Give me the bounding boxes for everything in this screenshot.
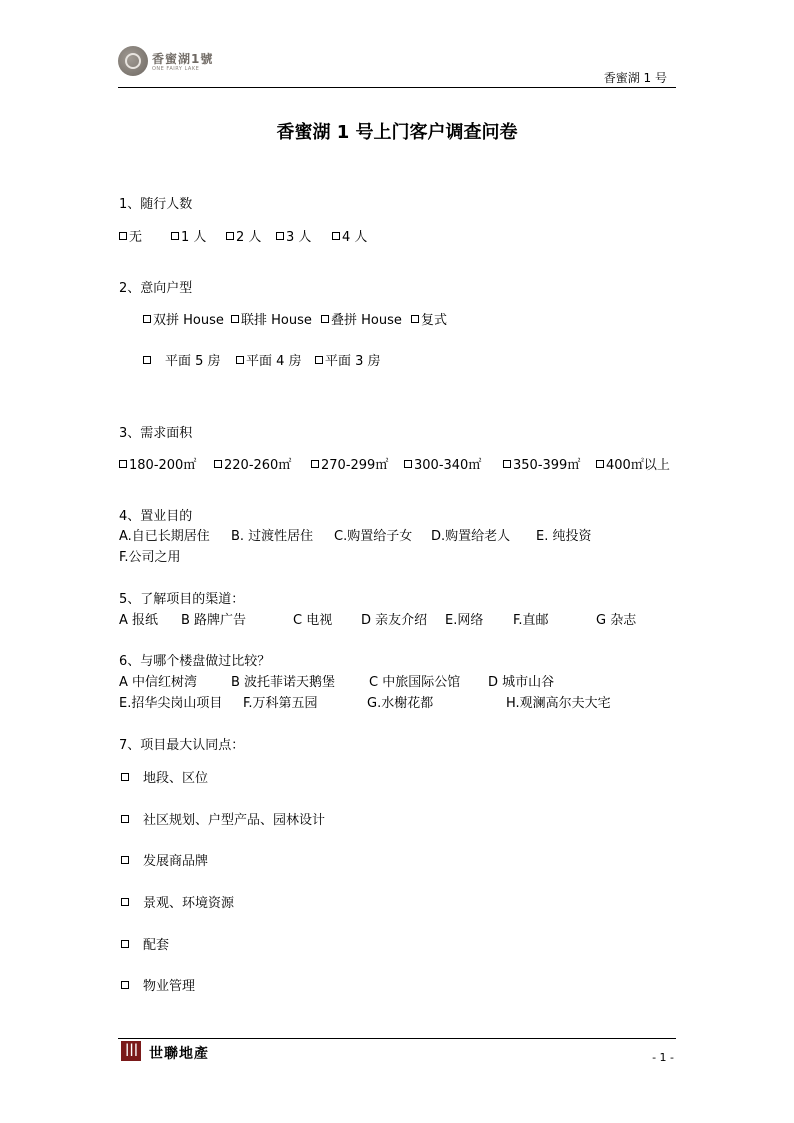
- q5-option[interactable]: B 路牌广告: [181, 613, 247, 628]
- q5-option[interactable]: E.网络: [445, 613, 484, 628]
- checkbox-icon[interactable]: [121, 940, 129, 948]
- checkbox-icon[interactable]: [119, 460, 127, 468]
- checkbox-icon[interactable]: [171, 232, 179, 240]
- checkbox-icon[interactable]: [596, 460, 604, 468]
- logo-text: 香蜜湖1號: [152, 52, 214, 66]
- q3-option[interactable]: 270-299㎡: [311, 454, 388, 473]
- page-number: - 1 -: [652, 1051, 674, 1064]
- q2-option[interactable]: 平面 3 房: [315, 350, 381, 369]
- footer-divider: [118, 1038, 676, 1039]
- q7-option[interactable]: 配套: [121, 934, 169, 953]
- q5-option[interactable]: F.直邮: [513, 613, 549, 628]
- q7-option[interactable]: 景观、环境资源: [121, 892, 234, 911]
- checkbox-icon[interactable]: [411, 315, 419, 323]
- header-divider: [118, 87, 676, 88]
- q5-option[interactable]: G 杂志: [596, 613, 637, 628]
- q6-option[interactable]: G.水榭花都: [367, 696, 434, 711]
- question-1-label: 1、随行人数: [119, 197, 193, 212]
- q7-option[interactable]: 物业管理: [121, 975, 195, 994]
- question-4-label: 4、置业目的: [119, 509, 193, 524]
- question-6-label: 6、与哪个楼盘做过比较？: [119, 654, 271, 669]
- question-2-label: 2、意向户型: [119, 281, 193, 296]
- q2-option[interactable]: 叠拼 House: [321, 309, 402, 328]
- question-7-label: 7、项目最大认同点：: [119, 738, 245, 753]
- q7-option[interactable]: 社区规划、户型产品、园林设计: [121, 809, 325, 828]
- project-logo: [118, 44, 214, 84]
- logo-emblem-icon: [118, 46, 148, 76]
- q3-option[interactable]: 300-340㎡: [404, 454, 481, 473]
- q6-option[interactable]: C 中旅国际公馆: [369, 675, 461, 690]
- q6-option[interactable]: H.观澜高尔夫大宅: [506, 696, 611, 711]
- q5-option[interactable]: D 亲友介绍: [361, 613, 428, 628]
- q5-option[interactable]: C 电视: [293, 613, 333, 628]
- checkbox-icon[interactable]: [321, 315, 329, 323]
- checkbox-icon[interactable]: [276, 232, 284, 240]
- q3-option[interactable]: 400㎡以上: [596, 454, 670, 473]
- q4-option[interactable]: A.自已长期居住: [119, 529, 210, 544]
- q3-option[interactable]: 180-200㎡: [119, 454, 196, 473]
- checkbox-icon[interactable]: [121, 898, 129, 906]
- q4-option[interactable]: F.公司之用: [119, 550, 181, 565]
- question-5-label: 5、了解项目的渠道：: [119, 592, 245, 607]
- q1-option[interactable]: 无: [119, 226, 142, 245]
- header-title: 香蜜湖 1 号: [603, 71, 667, 85]
- logo-subtext: ONE FAIRY LAKE: [152, 66, 200, 72]
- q6-option[interactable]: A 中信红树湾: [119, 675, 198, 690]
- checkbox-icon[interactable]: [143, 315, 151, 323]
- checkbox-icon[interactable]: [231, 315, 239, 323]
- q2-option[interactable]: 平面 4 房: [236, 350, 302, 369]
- checkbox-icon[interactable]: [332, 232, 340, 240]
- checkbox-icon[interactable]: [121, 981, 129, 989]
- company-name: 世聯地產: [149, 1046, 209, 1062]
- checkbox-icon[interactable]: [121, 815, 129, 823]
- question-3-label: 3、需求面积: [119, 426, 193, 441]
- checkbox-icon[interactable]: [311, 460, 319, 468]
- q2-option[interactable]: 双拼 House: [143, 309, 224, 328]
- q4-option[interactable]: B. 过渡性居住: [231, 529, 314, 544]
- q2-option[interactable]: 复式: [411, 309, 447, 328]
- q4-option[interactable]: E. 纯投资: [536, 529, 592, 544]
- q6-option[interactable]: D 城市山谷: [488, 675, 555, 690]
- company-logo-icon: [121, 1041, 141, 1061]
- q5-option[interactable]: A 报纸: [119, 613, 159, 628]
- checkbox-icon[interactable]: [119, 232, 127, 240]
- checkbox-icon[interactable]: [404, 460, 412, 468]
- q4-option[interactable]: C.购置给子女: [334, 529, 413, 544]
- q7-option[interactable]: 发展商品牌: [121, 850, 208, 869]
- q4-option[interactable]: D.购置给老人: [431, 529, 511, 544]
- q6-option[interactable]: E.招华尖岗山项目: [119, 696, 223, 711]
- checkbox-icon[interactable]: [236, 356, 244, 364]
- checkbox-icon[interactable]: [143, 356, 151, 364]
- checkbox-icon[interactable]: [121, 856, 129, 864]
- q2-option[interactable]: 联排 House: [231, 309, 312, 328]
- q7-option[interactable]: 地段、区位: [121, 767, 208, 786]
- q6-option[interactable]: F.万科第五园: [243, 696, 318, 711]
- checkbox-icon[interactable]: [503, 460, 511, 468]
- q2-option[interactable]: 平面 5 房: [143, 350, 221, 369]
- checkbox-icon[interactable]: [226, 232, 234, 240]
- q6-option[interactable]: B 波托菲诺天鹅堡: [231, 675, 336, 690]
- checkbox-icon[interactable]: [121, 773, 129, 781]
- q1-option[interactable]: 4 人: [332, 226, 367, 245]
- q1-option[interactable]: 1 人: [171, 226, 206, 245]
- q3-option[interactable]: 350-399㎡: [503, 454, 580, 473]
- checkbox-icon[interactable]: [315, 356, 323, 364]
- checkbox-icon[interactable]: [214, 460, 222, 468]
- q1-option[interactable]: 2 人: [226, 226, 261, 245]
- q3-option[interactable]: 220-260㎡: [214, 454, 291, 473]
- q1-option[interactable]: 3 人: [276, 226, 311, 245]
- document-title: 香蜜湖 1 号上门客户调查问卷: [276, 122, 518, 143]
